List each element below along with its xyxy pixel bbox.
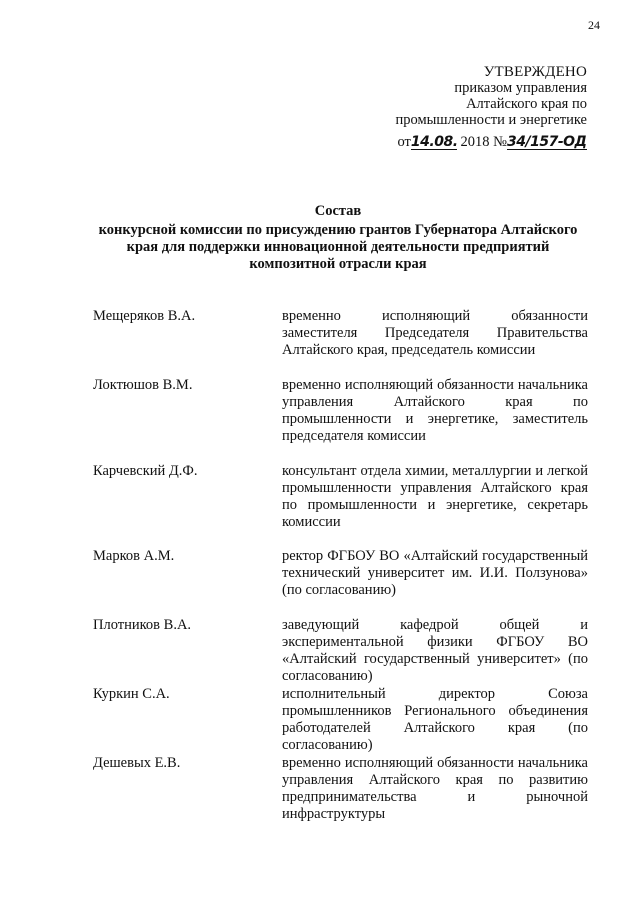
member-name: Карчевский Д.Ф.: [93, 463, 198, 479]
document-subtitle: конкурсной комиссии по присуждению грантов Губернатора Алтайского края для поддержки инновационной деятельности предприятий композитной отрасли края: [98, 222, 578, 272]
member-name: Куркин С.А.: [93, 686, 170, 702]
handwritten-order-number: 34/157-ОД: [507, 134, 587, 150]
member-role: временно исполняющий обязанности заместителя Председателя Правительства Алтайского края, председатель комиссии: [282, 308, 588, 358]
document-title: Состав: [314, 203, 362, 219]
member-role: временно исполняющий обязанности начальника управления Алтайского края по развитию предпринимательства и рыночной инфраструктуры: [282, 755, 588, 822]
member-role: заведующий кафедрой общей и экспериментальной физики ФГБОУ ВО «Алтайский государственный университет» (по согласованию): [282, 617, 588, 684]
member-name: Марков А.М.: [93, 548, 175, 564]
page-number: 24: [588, 18, 600, 32]
approval-line: приказом управления: [454, 80, 587, 96]
member-role: исполнительный директор Союза промышленников Регионального объединения работодателей Алтайского края (по согласованию): [282, 686, 588, 753]
handwritten-order-date: 14.08.: [410, 134, 458, 150]
member-name: Локтюшов В.М.: [93, 377, 193, 393]
member-role: консультант отдела химии, металлургии и легкой промышленности управления Алтайского края по промышленности и энергетике, секретарь комиссии: [282, 463, 588, 530]
order-prefix: от: [397, 134, 411, 150]
approval-line: Алтайского края по: [466, 96, 587, 112]
member-name: Мещеряков В.А.: [93, 308, 196, 324]
member-role: временно исполняющий обязанности начальника управления Алтайского края по промышленности и энергетике, заместитель председателя комиссии: [282, 377, 588, 444]
member-name: Дешевых Е.В.: [93, 755, 181, 771]
order-year-text: 2018 №: [460, 134, 507, 150]
approval-title: УТВЕРЖДЕНО: [483, 64, 587, 80]
approval-line: промышленности и энергетике: [395, 112, 587, 128]
member-name: Плотников В.А.: [93, 617, 192, 633]
member-role: ректор ФГБОУ ВО «Алтайский государственный технический университет им. И.И. Ползунова» (по согласованию): [282, 548, 588, 598]
